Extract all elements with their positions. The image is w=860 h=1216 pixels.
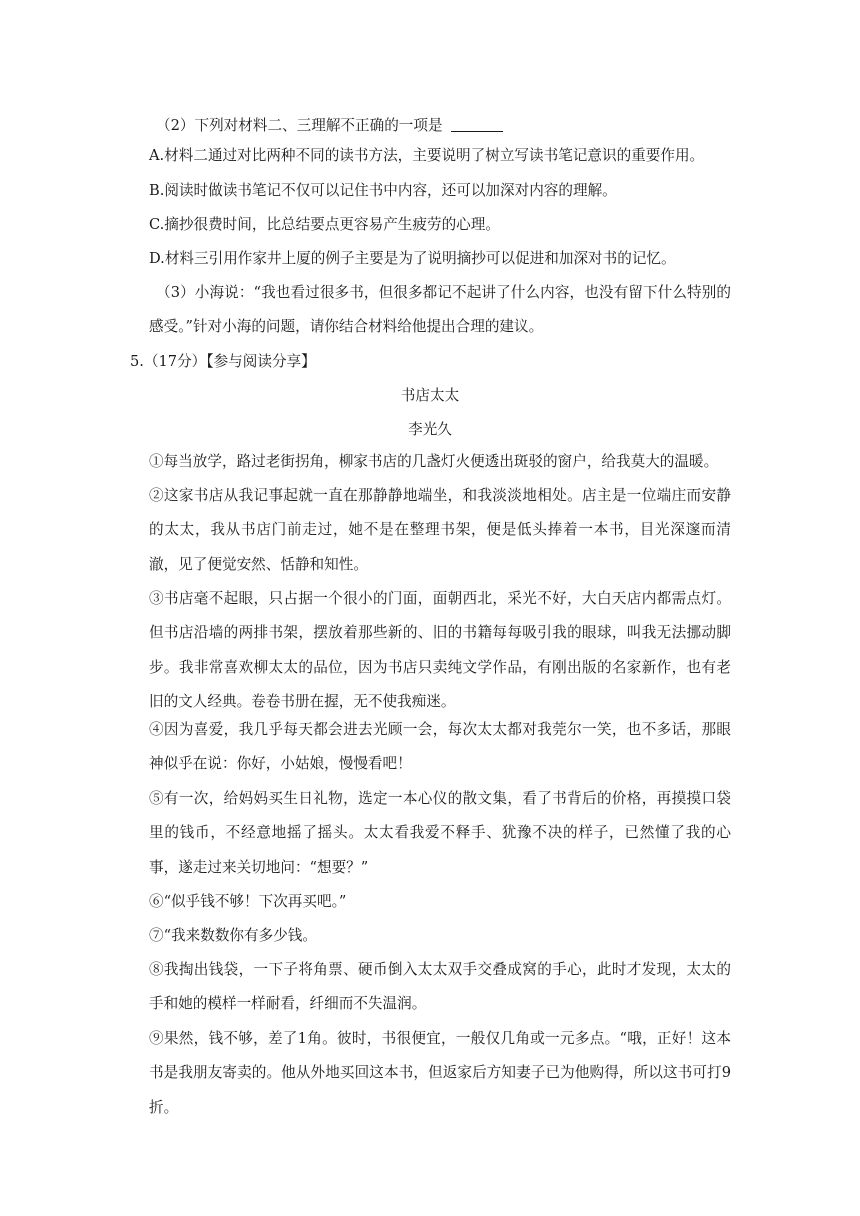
paragraph-3: ③书店毫不起眼，只占据一个很小的门面，面朝西北，采光不好，大白天店内都需点灯。但书店沿墙的两排书架，摆放着那些新的、旧的书籍每每吸引我的眼球，叫我无法挪动脚步。我非常喜欢柳太太的品位，因为书店只卖纯文学作品，有刚出版的名家新作，也有老旧的文人经典。卷卷书册在握，无不使我痴迷。 (149, 590, 731, 710)
paragraph-5: ⑤有一次，给妈妈买生日礼物，选定一本心仪的散文集，看了书背后的价格，再摸摸口袋里的钱币，不经意地摇了摇头。太太看我爱不释手、犹豫不决的样子，已然懂了我的心事，遂走过来关切地问：“想要？” (149, 790, 731, 876)
option-a: A.材料二通过对比两种不同的读书方法，主要说明了树立写读书笔记意识的重要作用。 (149, 147, 705, 164)
option-d: D.材料三引用作家井上厦的例子主要是为了说明摘抄可以促进和加深对书的记忆。 (149, 250, 676, 267)
paragraph-2: ②这家书店从我记事起就一直在那静静地端坐，和我淡淡地相处。店主是一位端庄而安静的太太，我从书店门前走过，她不是在整理书架，便是低头捧着一本书，目光深邃而清澈，见了便觉安然、恬静和知性。 (149, 487, 731, 573)
passage-author: 李光久 (408, 421, 452, 438)
question-5-heading: 5.（17分）【参与阅读分享】 (130, 353, 316, 370)
paragraph-1: ①每当放学，路过老街拐角，柳家书店的几盏灯火便透出斑驳的窗户，给我莫大的温暖。 (149, 453, 719, 470)
answer-blank[interactable] (451, 117, 503, 132)
paragraph-8: ⑧我掏出钱袋，一下子将角票、硬币倒入太太双手交叠成窝的手心，此时才发现，太太的手和她的模样一样耐看，纤细而不失温润。 (149, 961, 731, 1013)
question-2-stem-text: （2）下列对材料二、三理解不正确的一项是 (156, 117, 443, 134)
paragraph-9: ⑨果然，钱不够，差了1角。彼时，书很便宜，一般仅几角或一元多点。“哦，正好！这本书是我朋友寄卖的。他从外地买回这本书，但返家后方知妻子已为他购得，所以这书可打9折。 (149, 1030, 731, 1116)
question-2-stem (156, 116, 503, 136)
option-b: B.阅读时做读书笔记不仅可以记住书中内容，还可以加深对内容的理解。 (149, 182, 617, 199)
paragraph-7: ⑦“我来数数你有多少钱。 (149, 927, 317, 944)
passage-title: 书店太太 (400, 387, 460, 404)
paragraph-4: ④因为喜爱，我几乎每天都会进去光顾一会，每次太太都对我莞尔一笑，也不多话，那眼神似乎在说：你好，小姑娘，慢慢看吧！ (149, 721, 731, 773)
option-c: C.摘抄很费时间，比总结要点更容易产生疲劳的心理。 (149, 216, 500, 233)
question-3: （3）小海说：“我也看过很多书，但很多都记不起讲了什么内容，也没有留下什么特别的感受。”针对小海的问题，请你结合材料给他提出合理的建议。 (149, 284, 731, 336)
paragraph-6: ⑥“似乎钱不够！下次再买吧。” (149, 893, 347, 910)
